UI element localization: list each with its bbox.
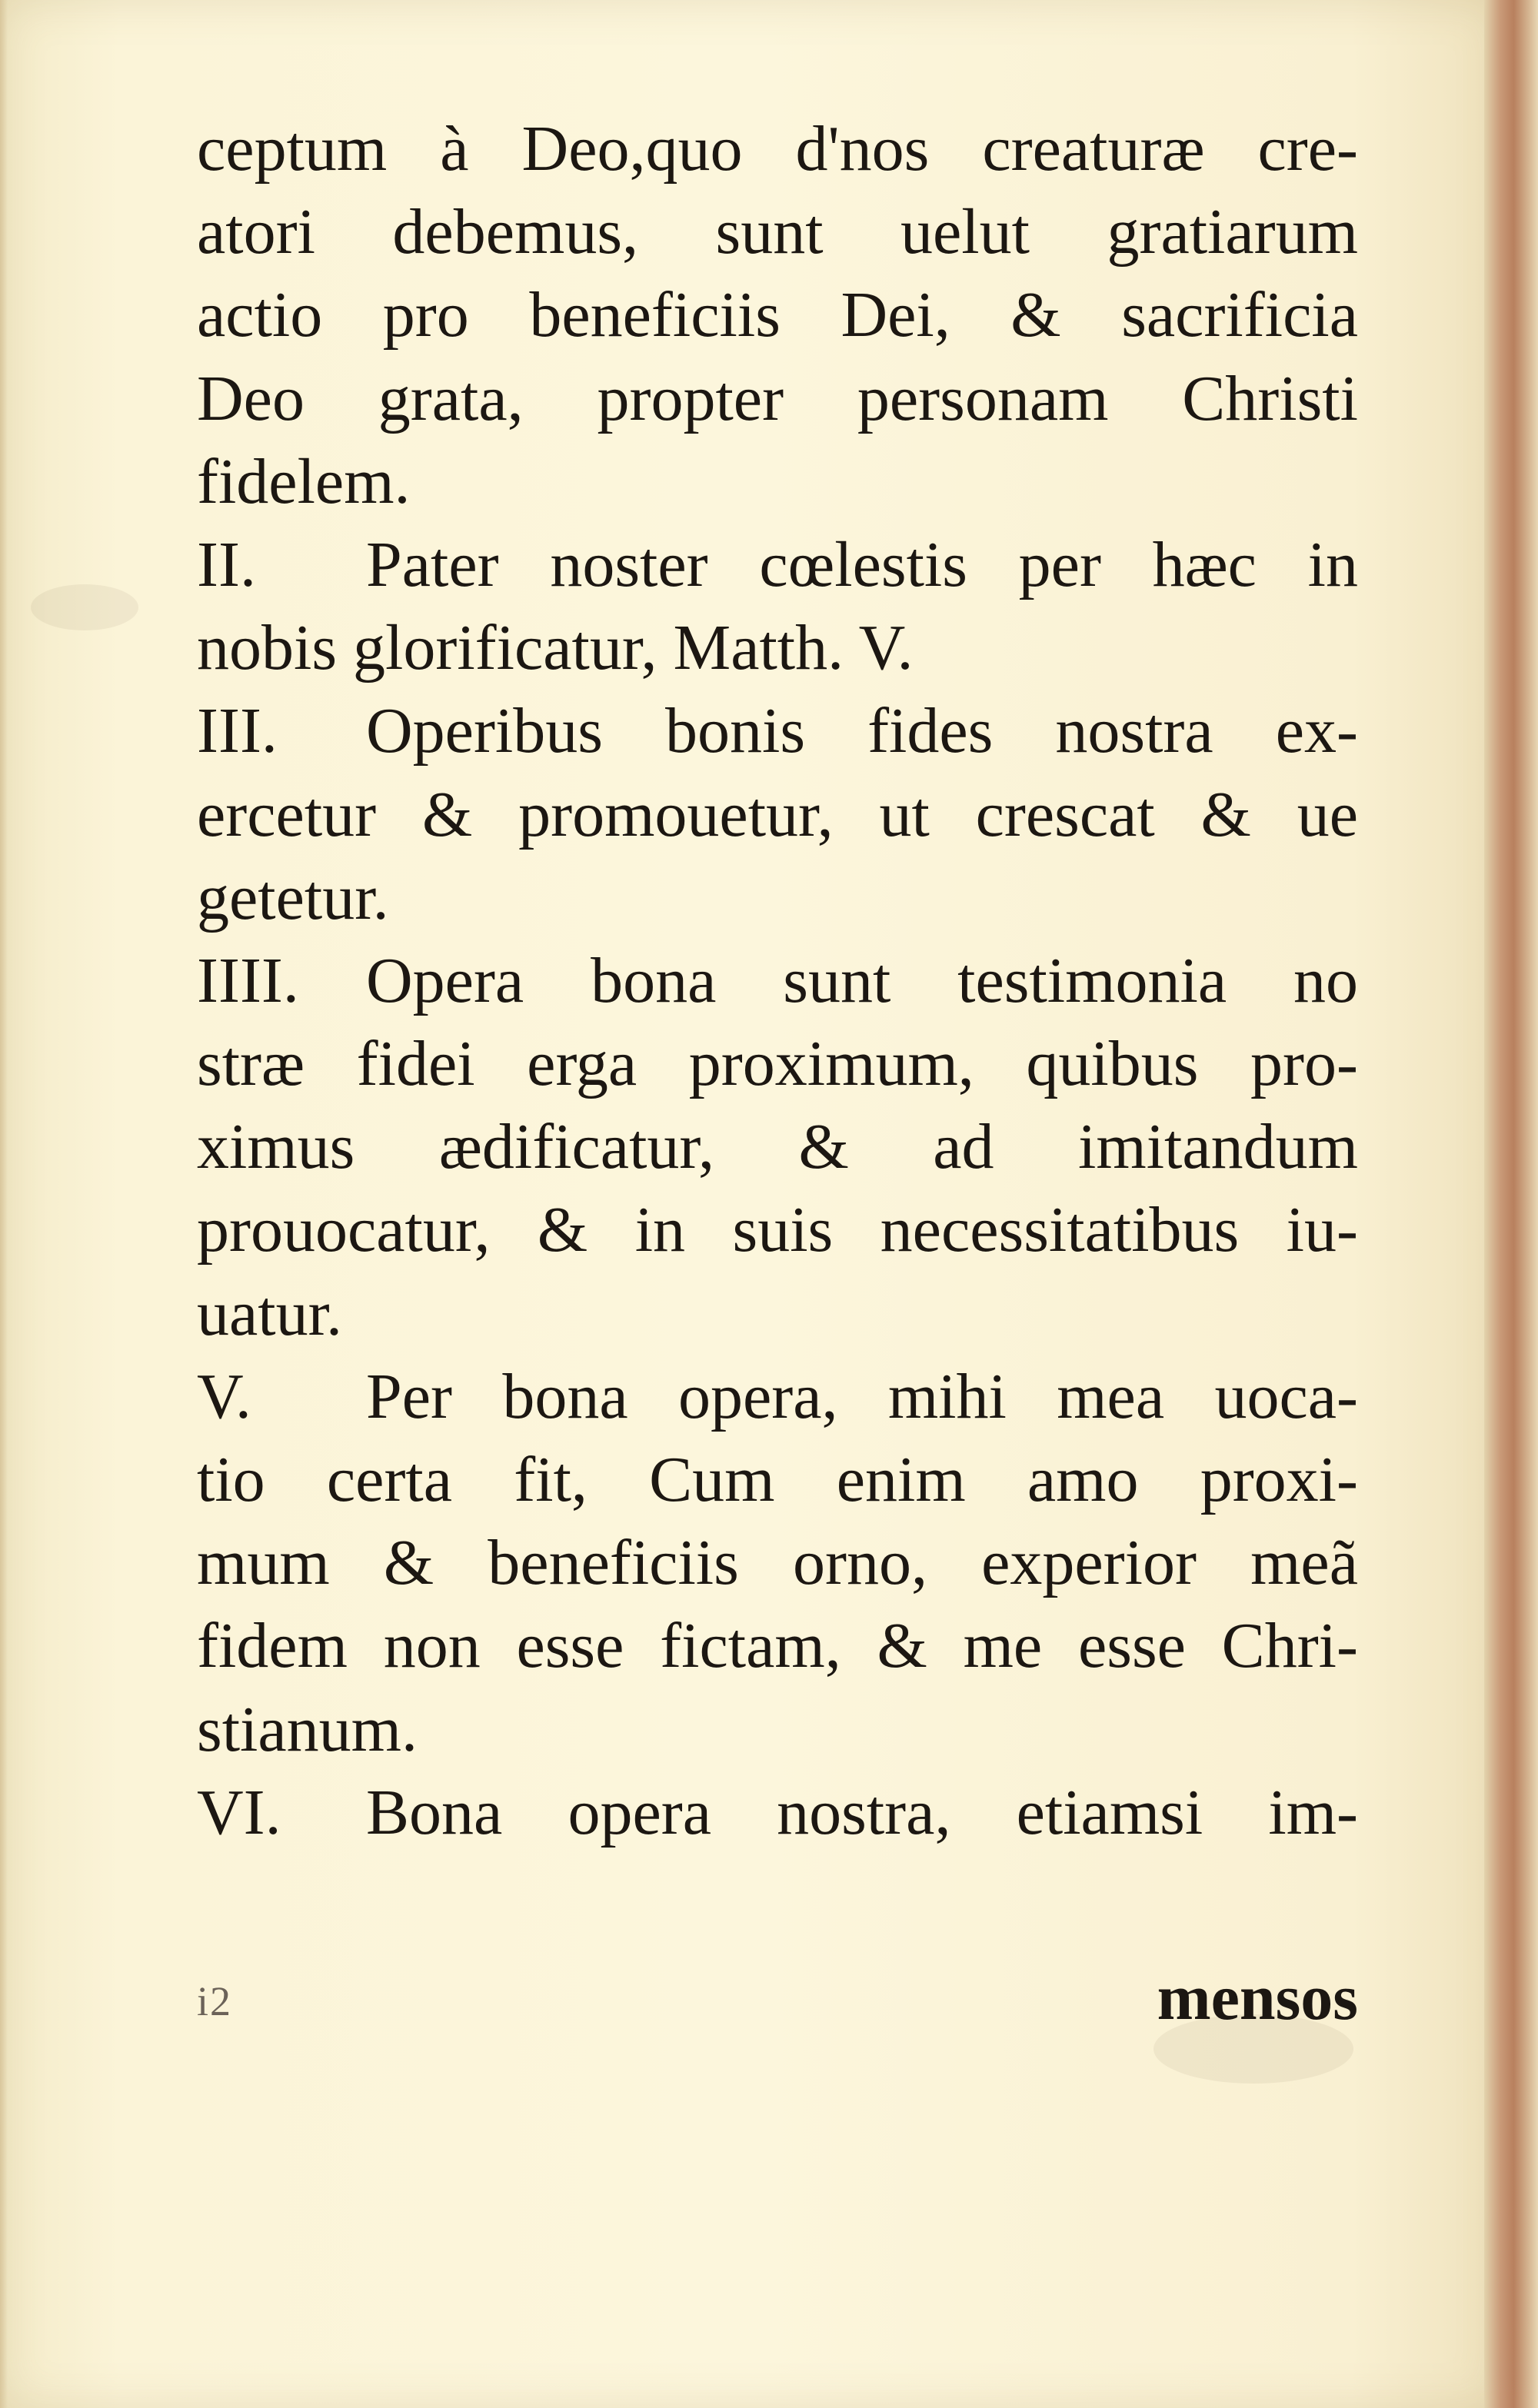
- text-line: tio certa fit, Cum enim amo proxi-: [197, 1444, 1358, 1515]
- text-line: fidem non esse fictam, & me esse Chri-: [197, 1610, 1358, 1682]
- numbered-item-line: [197, 940, 1358, 1023]
- page-text: [197, 108, 1358, 1854]
- catchword: mensos: [1157, 1962, 1358, 2034]
- item-number: II.: [197, 528, 256, 600]
- page-footer: [197, 1961, 1358, 2037]
- text-line: getetur.: [197, 861, 389, 933]
- numbered-item-line: [197, 1771, 1358, 1854]
- paper-stain: [31, 584, 138, 630]
- item-text: Operibus bonis fides nostra ex-: [366, 695, 1358, 767]
- text-line: Deo grata, propter personam Christi: [197, 362, 1358, 434]
- numbered-item-line: [197, 1355, 1358, 1438]
- text-line: ximus ædificatur, & ad imitandum: [197, 1111, 1358, 1183]
- text-line: stræ fidei erga proximum, quibus pro-: [197, 1028, 1358, 1100]
- item-text: Per bona opera, mihi mea uoca-: [366, 1360, 1358, 1432]
- text-line: ceptum à Deo,quo d'nos creaturæ cre-: [197, 113, 1358, 185]
- text-line: stianum.: [197, 1693, 418, 1765]
- page-left-edge: [0, 0, 8, 2408]
- item-number: IIII.: [197, 944, 299, 1016]
- item-text: Pater noster cœlestis per hæc in: [366, 528, 1358, 600]
- text-line: uatur.: [197, 1277, 342, 1349]
- text-line: prouocatur, & in suis necessitatibus iu-: [197, 1194, 1358, 1266]
- item-text: Bona opera nostra, etiamsi im-: [366, 1776, 1358, 1848]
- text-line: fidelem.: [197, 445, 411, 517]
- text-line: nobis glorificatur, Matth. V.: [197, 612, 914, 684]
- item-number: VI.: [197, 1776, 281, 1848]
- text-line: mum & beneficiis orno, experior meã: [197, 1527, 1358, 1599]
- page-right-edge: [1484, 0, 1538, 2408]
- numbered-item-line: [197, 524, 1358, 607]
- text-line: actio pro beneficiis Dei, & sacrificia: [197, 279, 1358, 351]
- item-text: Opera bona sunt testimonia no: [366, 944, 1358, 1016]
- text-line: atori debemus, sunt uelut gratiarum: [197, 196, 1358, 268]
- item-number: V.: [197, 1360, 251, 1432]
- item-number: III.: [197, 695, 278, 767]
- signature-mark: i2: [197, 1978, 233, 2024]
- text-line: ercetur & promouetur, ut crescat & ue: [197, 778, 1358, 850]
- numbered-item-line: [197, 690, 1358, 773]
